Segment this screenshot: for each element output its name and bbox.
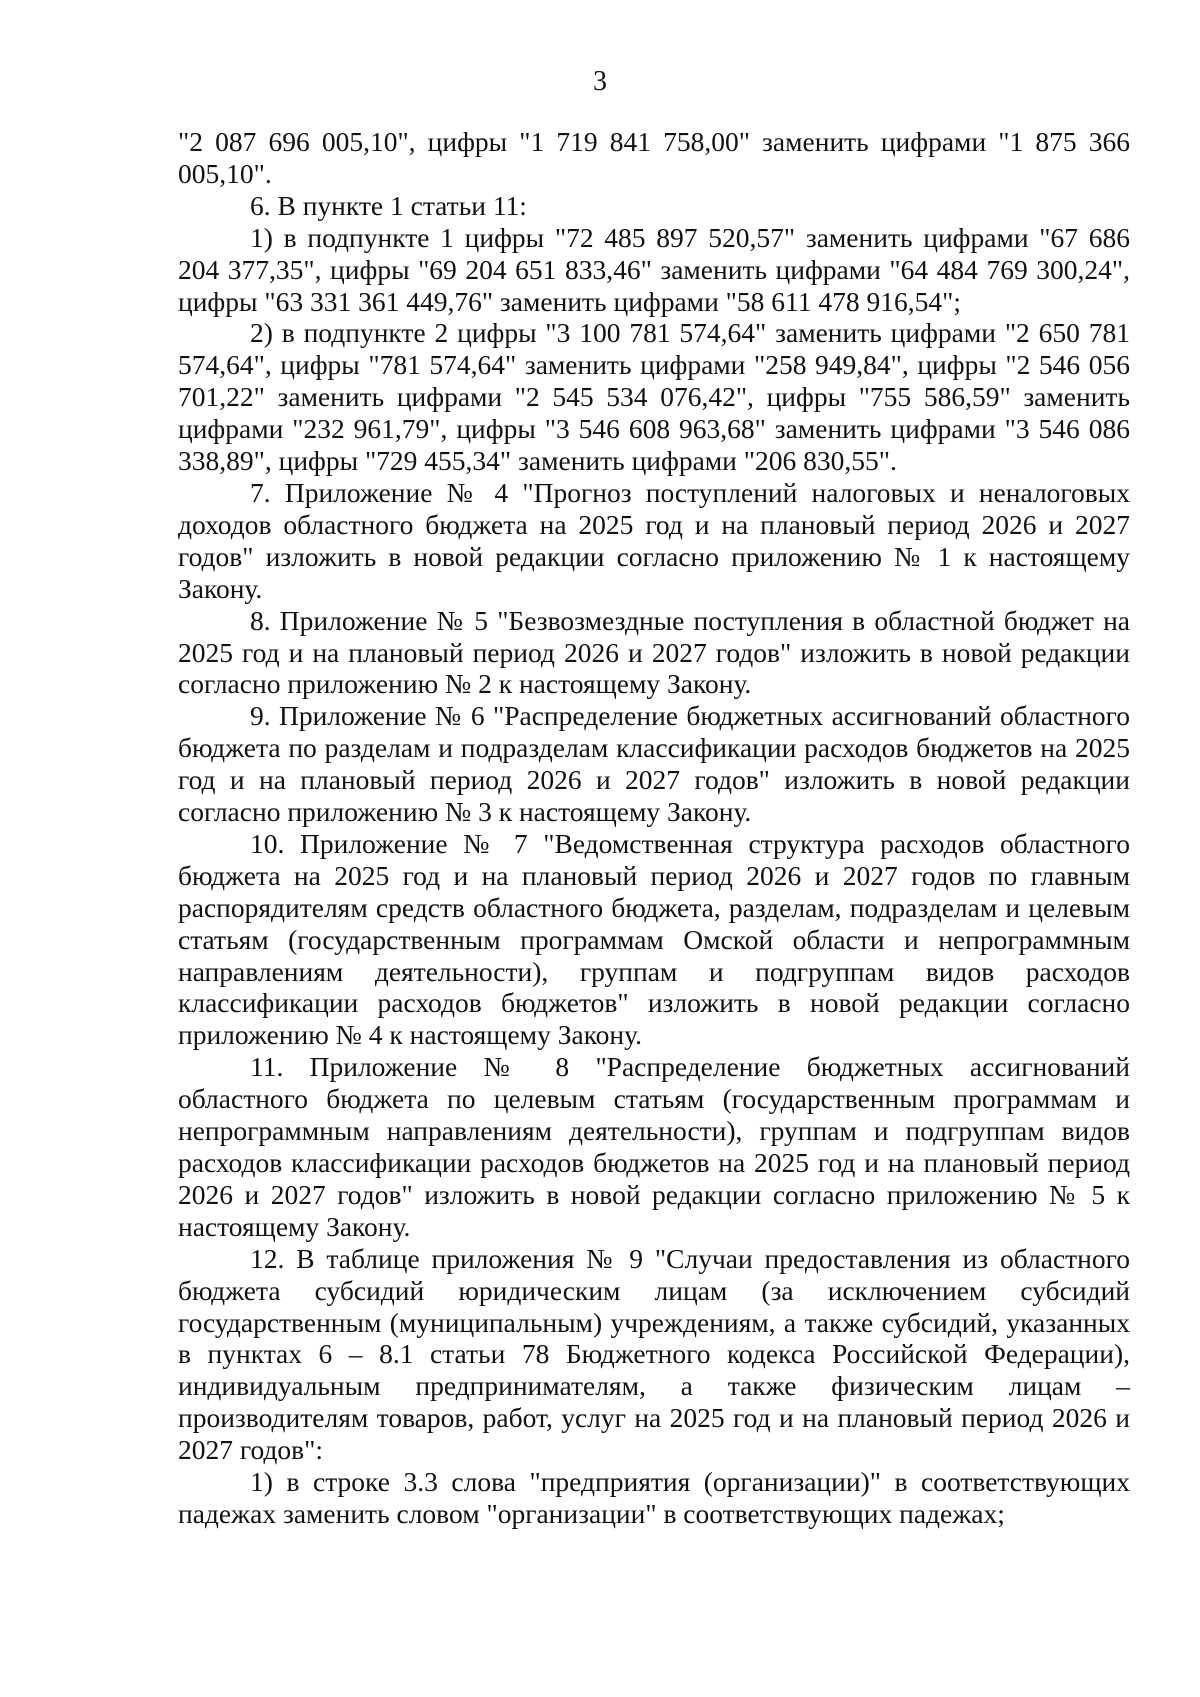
paragraph-subitem-1: 1) в подпункте 1 цифры "72 485 897 520,57" заменить цифрами "67 686 204 377,35", цифры "69 204 651 833,46" заменить цифрами "64 484 769 300,24", цифры "63 331 361 449,76" заменить цифрами "58 611 478 916,54"; — [178, 221, 1130, 317]
page-number: 3 — [593, 66, 607, 97]
paragraph-item-10: 10. Приложение № 7 "Ведомственная структура расходов областного бюджета на 2025 год и на плановый период 2026 и 2027 годов по главным распорядителям средств областного бюджета, разделам, подразделам и целевым статьям (государственным программам Омской области и непрограммным направлениям деятельности), группам и подгруппам видов расходов классификации расходов бюджетов" изложить в новой редакции согласно приложению № 4 к настоящему Закону. — [178, 827, 1130, 1051]
paragraph-item-8: 8. Приложение № 5 "Безвозмездные поступления в областной бюджет на 2025 год и на плановый период 2026 и 2027 годов" изложить в новой редакции согласно приложению № 2 к настоящему Закону. — [178, 604, 1130, 700]
document-body — [178, 126, 1130, 1530]
paragraph-item-11: 11. Приложение № 8 "Распределение бюджетных ассигнований областного бюджета по целевым статьям (государственным программам и непрограммным направлениям деятельности), группам и подгруппам видов расходов классификации расходов бюджетов на 2025 год и на плановый период 2026 и 2027 годов" изложить в новой редакции согласно приложению № 5 к настоящему Закону. — [178, 1051, 1130, 1242]
paragraph-item-12-subitem-1: 1) в строке 3.3 слова "предприятия (организации)" в соответствующих падежах заменить словом "организации" в соответствующих падежах; — [178, 1466, 1130, 1529]
paragraph-continuation: "2 087 696 005,10", цифры "1 719 841 758,00" заменить цифрами "1 875 366 005,10". — [178, 126, 1130, 189]
paragraph-item-9: 9. Приложение № 6 "Распределение бюджетных ассигнований областного бюджета по разделам и подразделам классификации расходов бюджетов на 2025 год и на плановый период 2026 и 2027 годов" изложить в новой редакции согласно приложению № 3 к настоящему Закону. — [178, 700, 1130, 828]
paragraph-subitem-2: 2) в подпункте 2 цифры "3 100 781 574,64" заменить цифрами "2 650 781 574,64", цифры "781 574,64" заменить цифрами "258 949,84", цифры "2 546 056 701,22" заменить цифрами "2 545 534 076,42", цифры "755 586,59" заменить цифрами "232 961,79", цифры "3 546 608 963,68" заменить цифрами "3 546 086 338,89", цифры "729 455,34" заменить цифрами "206 830,55". — [178, 317, 1130, 477]
paragraph-item-7: 7. Приложение № 4 "Прогноз поступлений налоговых и неналоговых доходов областного бюджета на 2025 год и на плановый период 2026 и 2027 годов" изложить в новой редакции согласно приложению № 1 к настоящему Закону. — [178, 476, 1130, 604]
paragraph-item-12: 12. В таблице приложения № 9 "Случаи предоставления из областного бюджета субсидий юридическим лицам (за исключением субсидий государственным (муниципальным) учреждениям, а также субсидий, указанных в пунктах 6 – 8.1 статьи 78 Бюджетного кодекса Российской Федерации), индивидуальным предпринимателям, а также физическим лицам – производителям товаров, работ, услуг на 2025 год и на плановый период 2026 и 2027 годов": — [178, 1242, 1130, 1466]
paragraph-item-6: 6. В пункте 1 статьи 11: — [250, 189, 527, 221]
